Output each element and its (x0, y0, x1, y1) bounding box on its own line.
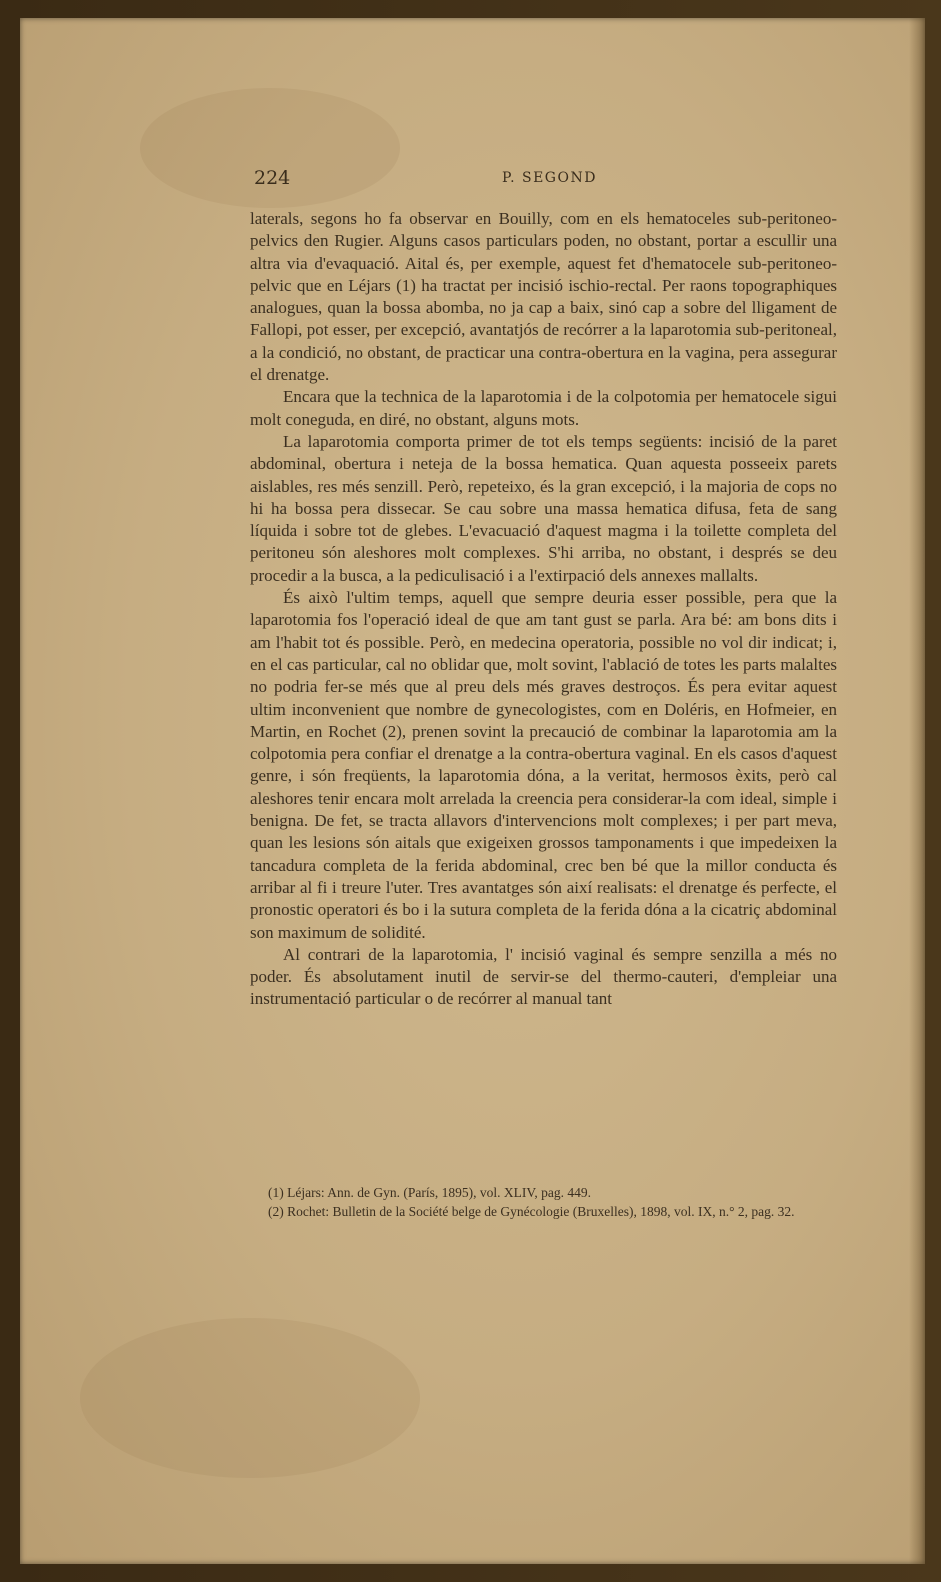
footnote: (1) Léjars: Ann. de Gyn. (París, 1895), vol. XLIV, pag. 449. (268, 1185, 591, 1200)
body-text (250, 208, 837, 1011)
paragraph: Encara que la technica de la laparotomia i de la colpotomia per hematocele sigui molt coneguda, en diré, no obstant, alguns mots. (250, 387, 837, 429)
page-edge-shadow (909, 18, 925, 1564)
footnotes (250, 1183, 837, 1221)
footnote: (2) Rochet: Bulletin de la Société belge de Gynécologie (Bruxelles), 1898, vol. IX, n.° 2, pag. 32. (268, 1204, 795, 1219)
paragraph: Al contrari de la laparotomia, l' incisió vaginal és sempre senzilla a més no poder. És absolutament inutil de servir-se del thermo-cauteri, d'empleiar una instrumentació particular o de recórrer al manual tant (250, 944, 837, 1009)
running-head: P. SEGOND (502, 170, 597, 186)
paragraph: La laparotomia comporta primer de tot els temps següents: incisió de la paret abdominal, obertura i neteja de la bossa hematica. Quan aquesta posseeix parets aislables, res més senzill. Però, repeteixo, és la gran excepció, i la majoria de cops no hi ha bossa pera dissecar. Se cau sobre una massa hematica difusa, feta de sang líquida i sobre tot de glebes. L'evacuació d'aquest magma i la toilette completa del peritoneu són aleshores molt complexes. S'hi arriba, no obstant, i després se deu procedir a la busca, a la pediculisació i a l'extirpació dels annexes mallalts. (250, 431, 837, 585)
paragraph: laterals, segons ho fa observar en Bouilly, com en els hematoceles sub-peritoneo-pelvics den Rugier. Alguns casos particulars poden, no obstant, portar a escullir una altra via d'evaquació. Aital és, per exemple, aquest fet d'hematocele sub-peritoneo-pelvic que en Léjars (1) ha tractat per incisió ischio-rectal. Per raons topographiques analogues, quan la bossa abomba, no ja cap a baix, sinó cap a sobre del lligament de Fallopi, pot esser, per excepció, avantatjós de recórrer a la laparotomia sub-peritoneal, a la condició, no obstant, de practicar una contra-obertura en la vagina, pera assegurar el drenatge. (250, 209, 837, 385)
page-number: 224 (254, 167, 291, 189)
page-header (254, 167, 854, 191)
paper-stain (80, 1318, 420, 1478)
paragraph: És això l'ultim temps, aquell que sempre deuria esser possible, pera que la laparotomia fos l'operació ideal de que am tant gust se parla. Ara bé: am bons dits i am l'habit tot és possible. Però, en medecina operatoria, possible no vol dir indicat; i, en el cas particular, cal no oblidar que, molt sovint, l'ablació de totes les parts malaltes no podria fer-se més que al preu dels més graves destroços. És pera evitar aquest ultim inconvenient que nombre de gynecologistes, com en Doléris, en Hofmeier, en Martin, en Rochet (2), prenen sovint la precaució de combinar la laparotomia am la colpotomia pera confiar el drenatge a la contra-obertura vaginal. En els casos d'aquest genre, i són freqüents, la laparotomia dóna, a la veritat, hermosos èxits, però cal aleshores tenir encara molt arrelada la creencia pera considerar-la com ideal, simple i benigna. De fet, se tracta allavors d'intervencions molt complexes; i per part meva, quan les lesions són aitals que exigeixen grossos tamponaments i que impedeixen la tancadura completa de la ferida abdominal, crec ben bé que la millor conducta és arribar al fi i treure l'uter. Tres avantatges són així realisats: el drenatge és perfecte, el pronostic operatori és bo i la sutura completa de la ferida dóna a la cicatriç abdominal son maximum de solidité. (250, 588, 837, 942)
